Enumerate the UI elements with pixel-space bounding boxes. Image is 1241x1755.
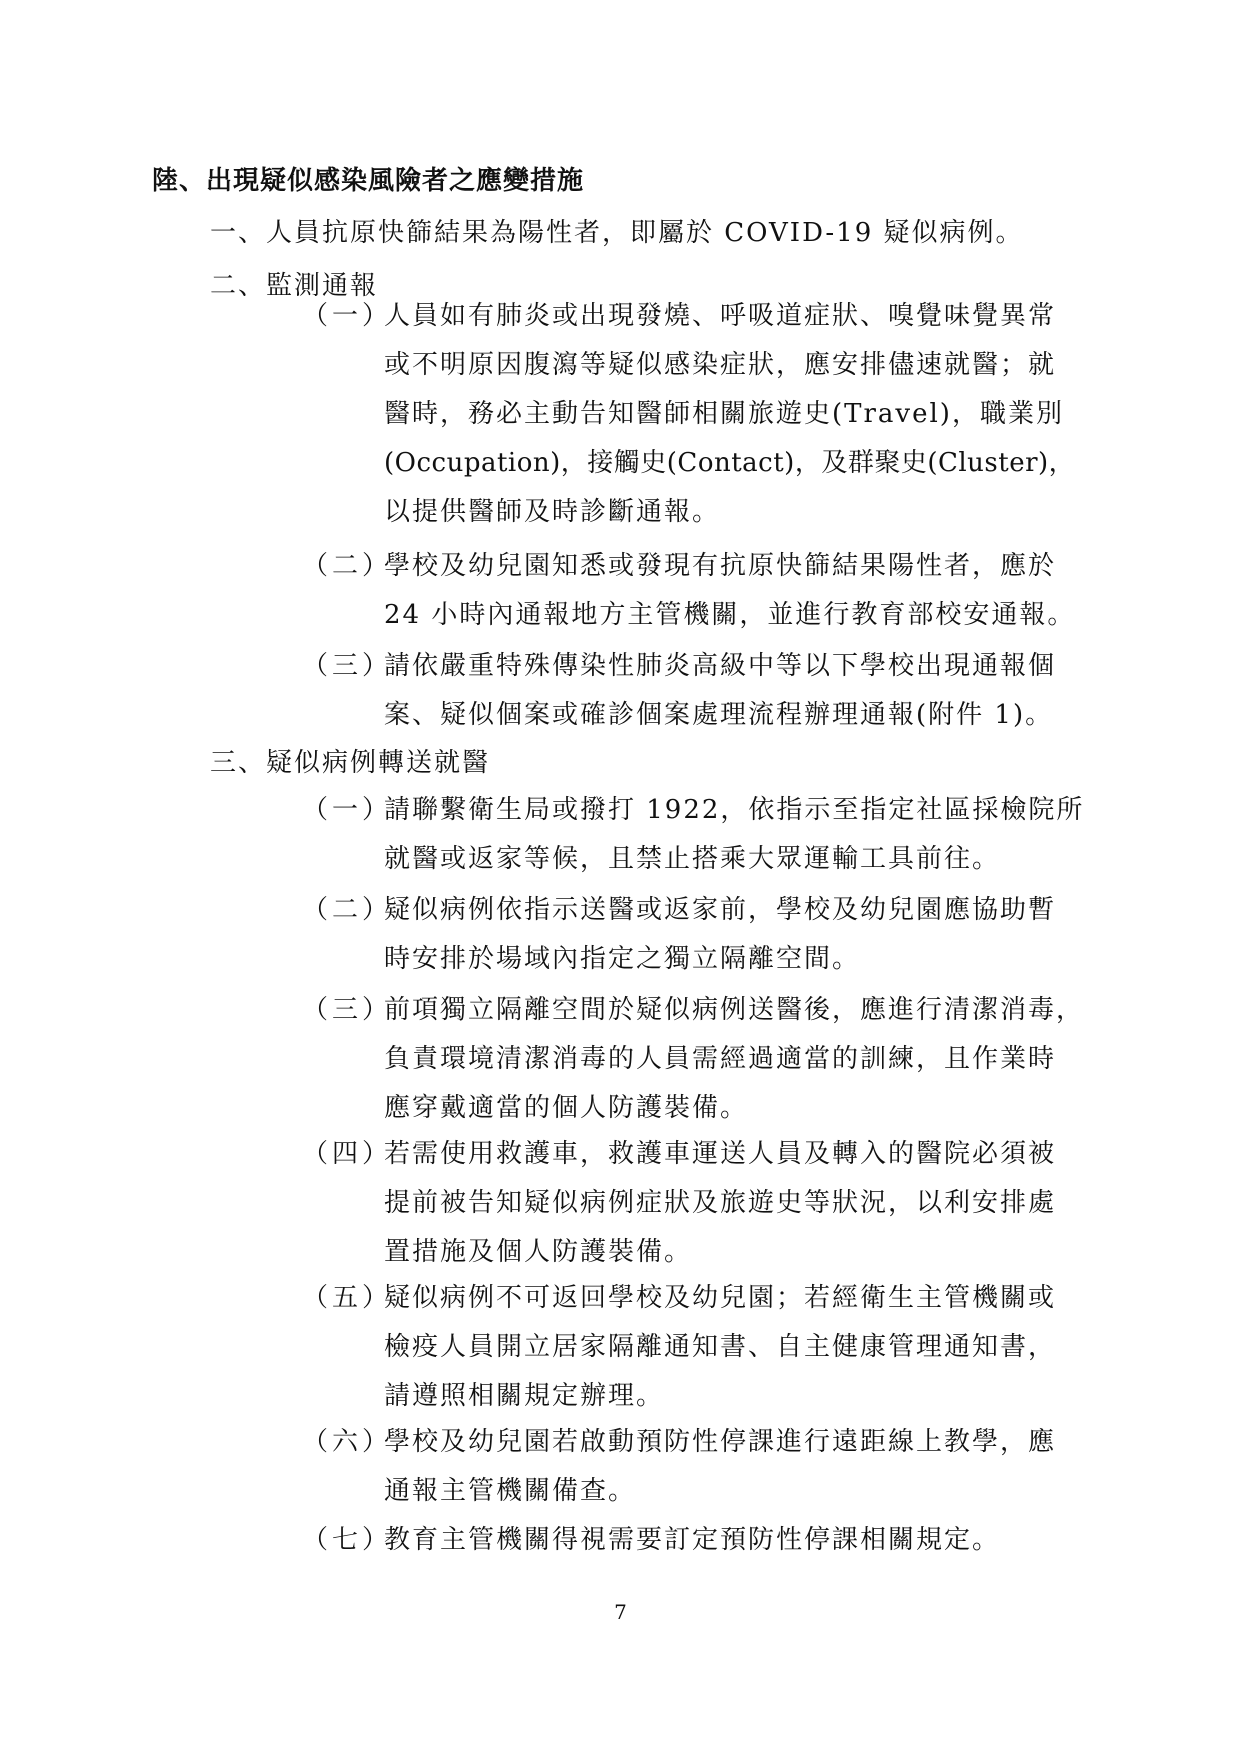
item-number: （二） xyxy=(302,551,393,581)
item-line: 請依嚴重特殊傳染性肺炎高級中等以下學校出現通報個 xyxy=(384,651,1057,681)
s3-item-3 xyxy=(302,986,1092,1133)
item-line: 通報主管機關備查。 xyxy=(384,1476,637,1506)
page-number: 7 xyxy=(614,1600,627,1624)
item-line: 時安排於場域內指定之獨立隔離空間。 xyxy=(384,944,861,974)
item-line: 24 小時內通報地方主管機關，並進行教育部校安通報。 xyxy=(384,600,1076,630)
item-line: 請聯繫衛生局或撥打 1922，依指示至指定社區採檢院所 xyxy=(384,795,1085,825)
item-number: （三） xyxy=(302,995,393,1025)
item-number: （一） xyxy=(302,301,393,331)
item-number: （六） xyxy=(302,1427,393,1457)
item-line: 學校及幼兒園若啟動預防性停課進行遠距線上教學，應 xyxy=(384,1427,1057,1457)
item-number: （二） xyxy=(302,895,393,925)
item-line: 若需使用救護車，救護車運送人員及轉入的醫院必須被 xyxy=(384,1139,1057,1169)
item-line: 案、疑似個案或確診個案處理流程辦理通報(附件 1)。 xyxy=(384,700,1054,730)
item-number: （七） xyxy=(302,1525,393,1555)
item-line: 以提供醫師及時診斷通報。 xyxy=(384,497,721,527)
item-line: 前項獨立隔離空間於疑似病例送醫後，應進行清潔消毒， xyxy=(384,995,1085,1025)
item-line: 人員如有肺炎或出現發燒、呼吸道症狀、嗅覺味覺異常 xyxy=(384,301,1057,331)
item-line: 疑似病例不可返回學校及幼兒園；若經衛生主管機關或 xyxy=(384,1283,1057,1313)
item-line: 檢疫人員開立居家隔離通知書、自主健康管理通知書， xyxy=(384,1332,1057,1362)
section-heading: 陸、出現疑似感染風險者之應變措施 xyxy=(152,166,585,196)
s2-item-2 xyxy=(302,542,1092,640)
section-1-text: 一、人員抗原快篩結果為陽性者，即屬於 COVID-19 疑似病例。 xyxy=(210,218,1024,248)
s2-item-3 xyxy=(302,642,1092,740)
item-line: 請遵照相關規定辦理。 xyxy=(384,1381,665,1411)
item-number: （五） xyxy=(302,1283,393,1313)
item-number: （三） xyxy=(302,651,393,681)
item-line: 應穿戴適當的個人防護裝備。 xyxy=(384,1093,749,1123)
s3-item-7 xyxy=(302,1516,1092,1565)
item-line: 就醫或返家等候，且禁止搭乘大眾運輸工具前往。 xyxy=(384,844,1001,874)
item-line: 或不明原因腹瀉等疑似感染症狀，應安排儘速就醫；就 xyxy=(384,350,1057,380)
item-number: （四） xyxy=(302,1139,393,1169)
item-line: (Occupation)，接觸史(Contact)，及群聚史(Cluster)， xyxy=(384,448,1076,478)
s3-item-2 xyxy=(302,886,1092,984)
item-line: 置措施及個人防護裝備。 xyxy=(384,1237,693,1267)
s3-item-6 xyxy=(302,1418,1092,1516)
item-line: 負責環境清潔消毒的人員需經過適當的訓練，且作業時 xyxy=(384,1044,1057,1074)
s3-item-5 xyxy=(302,1274,1092,1421)
item-line: 疑似病例依指示送醫或返家前，學校及幼兒園應協助暫 xyxy=(384,895,1057,925)
s2-item-1 xyxy=(302,292,1092,537)
item-line: 教育主管機關得視需要訂定預防性停課相關規定。 xyxy=(384,1525,1001,1555)
s3-item-1 xyxy=(302,786,1092,884)
section-2-title: 二、監測通報 xyxy=(210,271,379,301)
item-line: 醫時，務必主動告知醫師相關旅遊史(Travel)，職業別 xyxy=(384,399,1064,429)
item-line: 學校及幼兒園知悉或發現有抗原快篩結果陽性者，應於 xyxy=(384,551,1057,581)
item-number: （一） xyxy=(302,795,393,825)
section-3-title: 三、疑似病例轉送就醫 xyxy=(210,748,491,778)
s3-item-4 xyxy=(302,1130,1092,1277)
item-line: 提前被告知疑似病例症狀及旅遊史等狀況，以利安排處 xyxy=(384,1188,1057,1218)
